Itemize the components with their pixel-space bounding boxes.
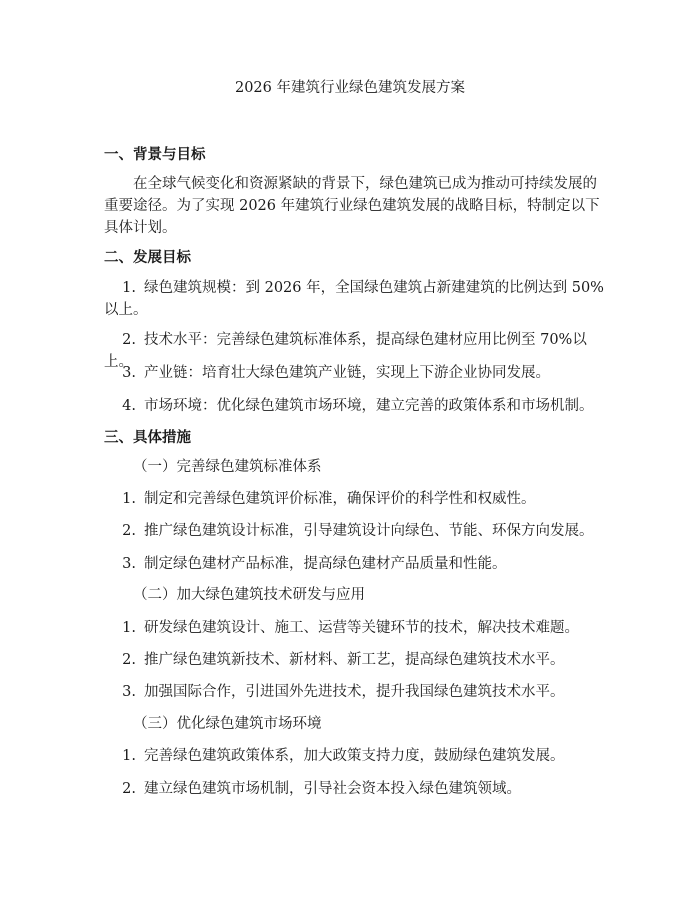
measure-item xyxy=(104,649,604,671)
measure-item xyxy=(104,553,604,575)
goal-item-text: 绿色建筑规模：到 2026 年，全国绿色建筑占新建建筑的比例达到 50%以上。 xyxy=(104,280,604,318)
goal-item xyxy=(104,277,604,321)
measure-item-number: 3. xyxy=(122,556,136,572)
measure-item-number: 2. xyxy=(122,523,136,539)
measure-item-number: 1. xyxy=(122,620,136,636)
section-heading-measures: 三、具体措施 xyxy=(104,429,191,446)
measure-item-text: 研发绿色建筑设计、施工、运营等关键环节的技术，解决技术难题。 xyxy=(144,620,579,636)
measure-item-number: 1. xyxy=(122,491,136,507)
measure-group-title: （三）优化绿色建筑市场环境 xyxy=(133,716,322,732)
measure-item xyxy=(104,488,604,510)
measure-item xyxy=(104,681,604,703)
measure-item-text: 完善绿色建筑政策体系，加大政策支持力度，鼓励绿色建筑发展。 xyxy=(144,748,565,764)
measure-item-number: 1. xyxy=(122,748,136,764)
goal-item-text: 市场环境：优化绿色建筑市场环境，建立完善的政策体系和市场机制。 xyxy=(144,398,594,414)
measure-item-text: 加强国际合作，引进国外先进技术，提升我国绿色建筑技术水平。 xyxy=(144,684,565,700)
goal-item-number: 1. xyxy=(122,280,136,296)
measure-item-text: 推广绿色建筑新技术、新材料、新工艺，提高绿色建筑技术水平。 xyxy=(144,652,565,668)
background-paragraph: 在全球气候变化和资源紧缺的背景下，绿色建筑已成为推动可持续发展的重要途径。为了实现 2026 年建筑行业绿色建筑发展的战略目标，特制定以下具体计划。 xyxy=(104,176,600,236)
goal-item-number: 2. xyxy=(122,332,136,348)
measure-item-number: 2. xyxy=(122,781,136,797)
measure-item-number: 2. xyxy=(122,652,136,668)
measure-item-text: 制定绿色建材产品标准，提高绿色建材产品质量和性能。 xyxy=(144,556,507,572)
goal-item xyxy=(104,395,604,417)
measure-item xyxy=(104,778,604,800)
measure-item-number: 3. xyxy=(122,684,136,700)
section-heading-goals: 二、发展目标 xyxy=(104,249,191,266)
measure-item-text: 建立绿色建筑市场机制，引导社会资本投入绿色建筑领域。 xyxy=(144,781,521,797)
goal-item-text: 技术水平：完善绿色建筑标准体系，提高绿色建材应用比例至 70%以上。 xyxy=(104,332,587,370)
goal-item-number: 4. xyxy=(122,398,136,414)
measure-group-title: （二）加大绿色建筑技术研发与应用 xyxy=(133,587,365,603)
measure-item xyxy=(104,617,604,639)
goal-item-number: 3. xyxy=(122,365,136,381)
measure-item xyxy=(104,520,604,542)
document-title: 2026 年建筑行业绿色建筑发展方案 xyxy=(234,80,465,96)
goal-item-text: 产业链：培育壮大绿色建筑产业链，实现上下游企业协同发展。 xyxy=(144,365,550,381)
measure-item-text: 制定和完善绿色建筑评价标准，确保评价的科学性和权威性。 xyxy=(144,491,536,507)
section-heading-background: 一、背景与目标 xyxy=(104,146,206,163)
measure-item-text: 推广绿色建筑设计标准，引导建筑设计向绿色、节能、环保方向发展。 xyxy=(144,523,594,539)
measure-group-title: （一）完善绿色建筑标准体系 xyxy=(133,459,322,475)
goal-item xyxy=(104,362,604,384)
measure-item xyxy=(104,745,604,767)
